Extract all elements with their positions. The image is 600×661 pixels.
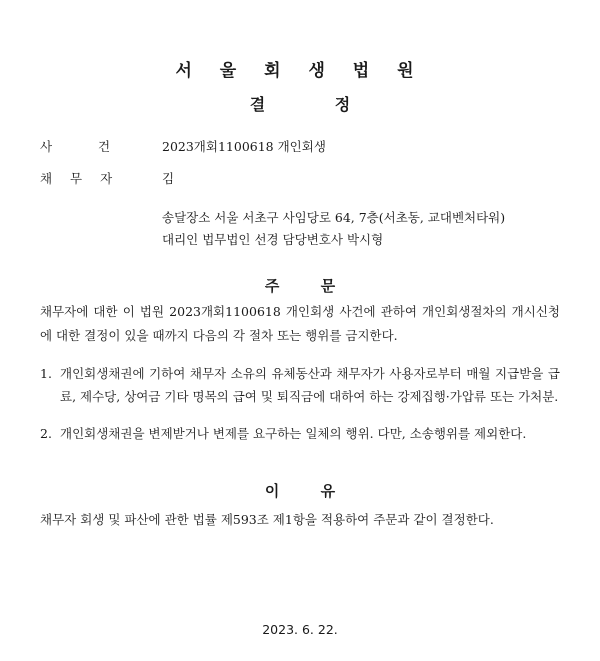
item-text: 개인회생채권을 변제받거나 변제를 요구하는 일체의 행위. 다만, 소송행위를 제외한다. [60,426,527,441]
case-number: 2023개회1100618 개인회생 [162,139,326,154]
order-intro: 채무자에 대한 이 법원 2023개회1100618 개인회생 사건에 관하여 개인회생절차의 개시신청에 대한 결정이 있을 때까지 다음의 각 절차 또는 행위를 금지한다. [40,304,560,343]
legal-agent: 대리인 법무법인 선경 담당변호사 박시형 [162,232,384,247]
document-type: 결 정 [249,95,351,114]
reason-text: 채무자 회생 및 파산에 관한 법률 제593조 제1항을 적용하여 주문과 같이 결정한다. [40,512,494,527]
service-address: 송달장소 서울 서초구 사임당로 64, 7층(서초동, 교대벤처타워) [162,210,506,225]
decision-date: 2023. 6. 22. [262,622,338,637]
item-number: 1. [40,366,52,381]
case-label: 사 건 [40,139,111,154]
court-name: 서 울 회 생 법 원 [175,61,425,81]
reason-heading: 이 유 [264,482,336,500]
order-heading: 주 문 [264,277,336,295]
item-text: 개인회생채권에 기하여 채무자 소유의 유체동산과 채무자가 사용자로부터 매월 지급받을 급료, 제수당, 상여금 기타 명목의 급여 및 퇴직금에 대하여 하는 강제집행·가압류 또는 가처분. [60,366,560,404]
item-number: 2. [40,426,52,441]
debtor-label: 채 무 자 [40,171,113,186]
debtor-name: 김 [162,171,175,186]
